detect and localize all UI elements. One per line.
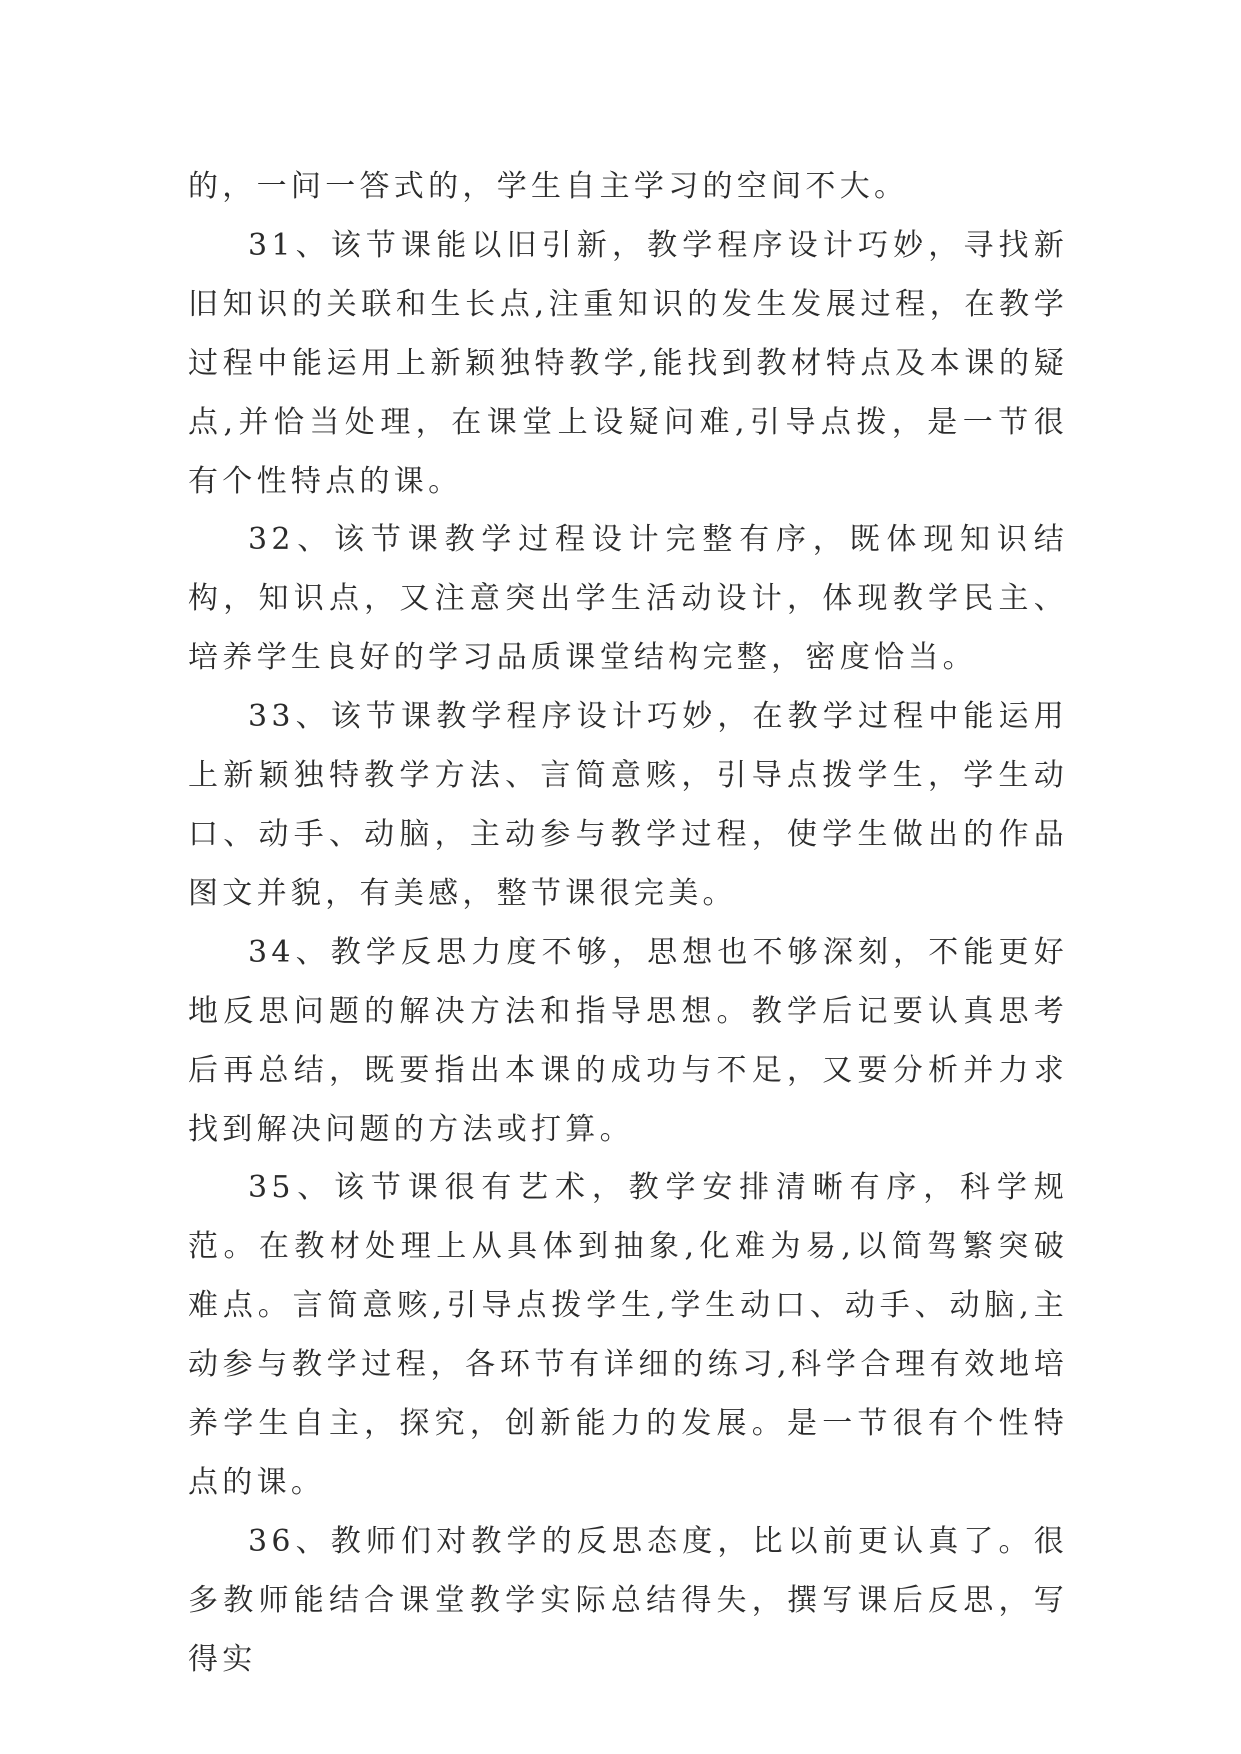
paragraph-33: 33、该节课教学程序设计巧妙，在教学过程中能运用上新颖独特教学方法、言简意赅，引导点拨学生，学生动口、动手、动脑，主动参与教学过程，使学生做出的作品图文并貌，有美感，整节课很完美。 — [188, 699, 1068, 911]
paragraph-34: 34、教学反思力度不够，思想也不够深刻，不能更好地反思问题的解决方法和指导思想。教学后记要认真思考后再总结，既要指出本课的成功与不足，又要分析并力求找到解决问题的方法或打算。 — [188, 934, 1068, 1147]
paragraph-continuation: 的，一问一答式的，学生自主学习的空间不大。 — [188, 169, 909, 204]
paragraph-35: 35、该节课很有艺术，教学安排清晰有序，科学规范。在教材处理上从具体到抽象,化难为易,以简驾繁突破难点。言简意赅,引导点拨学生,学生动口、动手、动脑,主动参与教学过程，各环节有详细的练习,科学合理有效地培养学生自主，探究，创新能力的发展。是一节很有个性特点的课。 — [188, 1170, 1068, 1500]
body-text — [188, 158, 1068, 1690]
paragraph-31: 31、该节课能以旧引新，教学程序设计巧妙，寻找新旧知识的关联和生长点,注重知识的发生发展过程，在教学过程中能运用上新颖独特教学,能找到教材特点及本课的疑点,并恰当处理，在课堂上设疑问难,引导点拨，是一节很有个性特点的课。 — [188, 227, 1068, 499]
paragraph-32: 32、该节课教学过程设计完整有序，既体现知识结构，知识点，又注意突出学生活动设计，体现教学民主、培养学生良好的学习品质课堂结构完整，密度恰当。 — [188, 522, 1068, 676]
paragraph-36: 36、教师们对教学的反思态度，比以前更认真了。很多教师能结合课堂教学实际总结得失，撰写课后反思，写得实 — [188, 1523, 1068, 1677]
